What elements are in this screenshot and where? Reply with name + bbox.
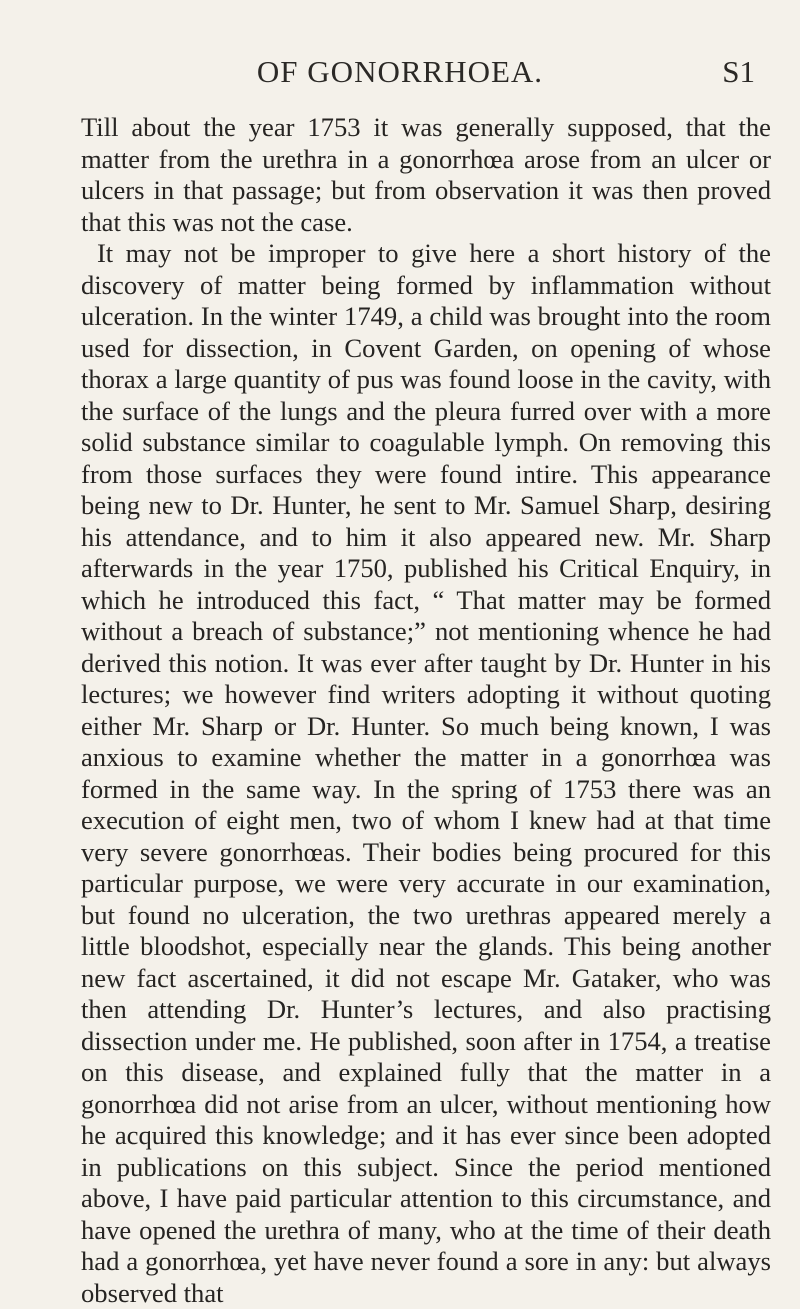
page-number: S1 <box>722 54 755 89</box>
body-text <box>81 112 771 1309</box>
paragraph: It may not be improper to give here a short history of the discovery of matter being formed by inflammation without ulceration. In the winter 1749, a child was brought into the room used for dissection, in Covent Garden, on opening of whose thorax a large quantity of pus was found loose in the cavity, with the surface of the lungs and the pleura furred over with a more solid substance similar to coagulable lymph. On removing this from those surfaces they were found intire. This appearance being new to Dr. Hunter, he sent to Mr. Samuel Sharp, desiring his attendance, and to him it also appeared new. Mr. Sharp afterwards in the year 1750, published his Critical Enquiry, in which he introduced this fact, “ That matter may be formed without a breach of substance;” not mentioning whence he had derived this notion. It was ever after taught by Dr. Hunter in his lectures; we however find writers adopting it without quoting either Mr. Sharp or Dr. Hunter. So much being known, I was anxious to examine whether the matter in a gonorrhœa was formed in the same way. In the spring of 1753 there was an execution of eight men, two of whom I knew had at that time very severe gonorrhœas. Their bodies being procured for this particular purpose, we were very accurate in our examination, but found no ulceration, the two urethras appeared merely a little bloodshot, especially near the glands. This being another new fact ascertained, it did not escape Mr. Gataker, who was then attending Dr. Hunter’s lectures, and also practising dissection under me. He published, soon after in 1754, a treatise on this disease, and explained fully that the matter in a gonorrhœa did not arise from an ulcer, without mentioning how he acquired this knowledge; and it has ever since been adopted in publications on this subject. Since the period mentioned above, I have paid particular attention to this circumstance, and have opened the urethra of many, who at the time of their death had a gonorrhœa, yet have never found a sore in any: but always observed that <box>81 238 771 1308</box>
paragraph: Till about the year 1753 it was generally supposed, that the matter from the urethra in a gonorrhœa arose from an ulcer or ulcers in that passage; but from observation it was then proved that this was not the case. <box>81 112 771 237</box>
page-header <box>0 54 800 94</box>
running-title: OF GONORRHOEA. <box>256 54 544 89</box>
